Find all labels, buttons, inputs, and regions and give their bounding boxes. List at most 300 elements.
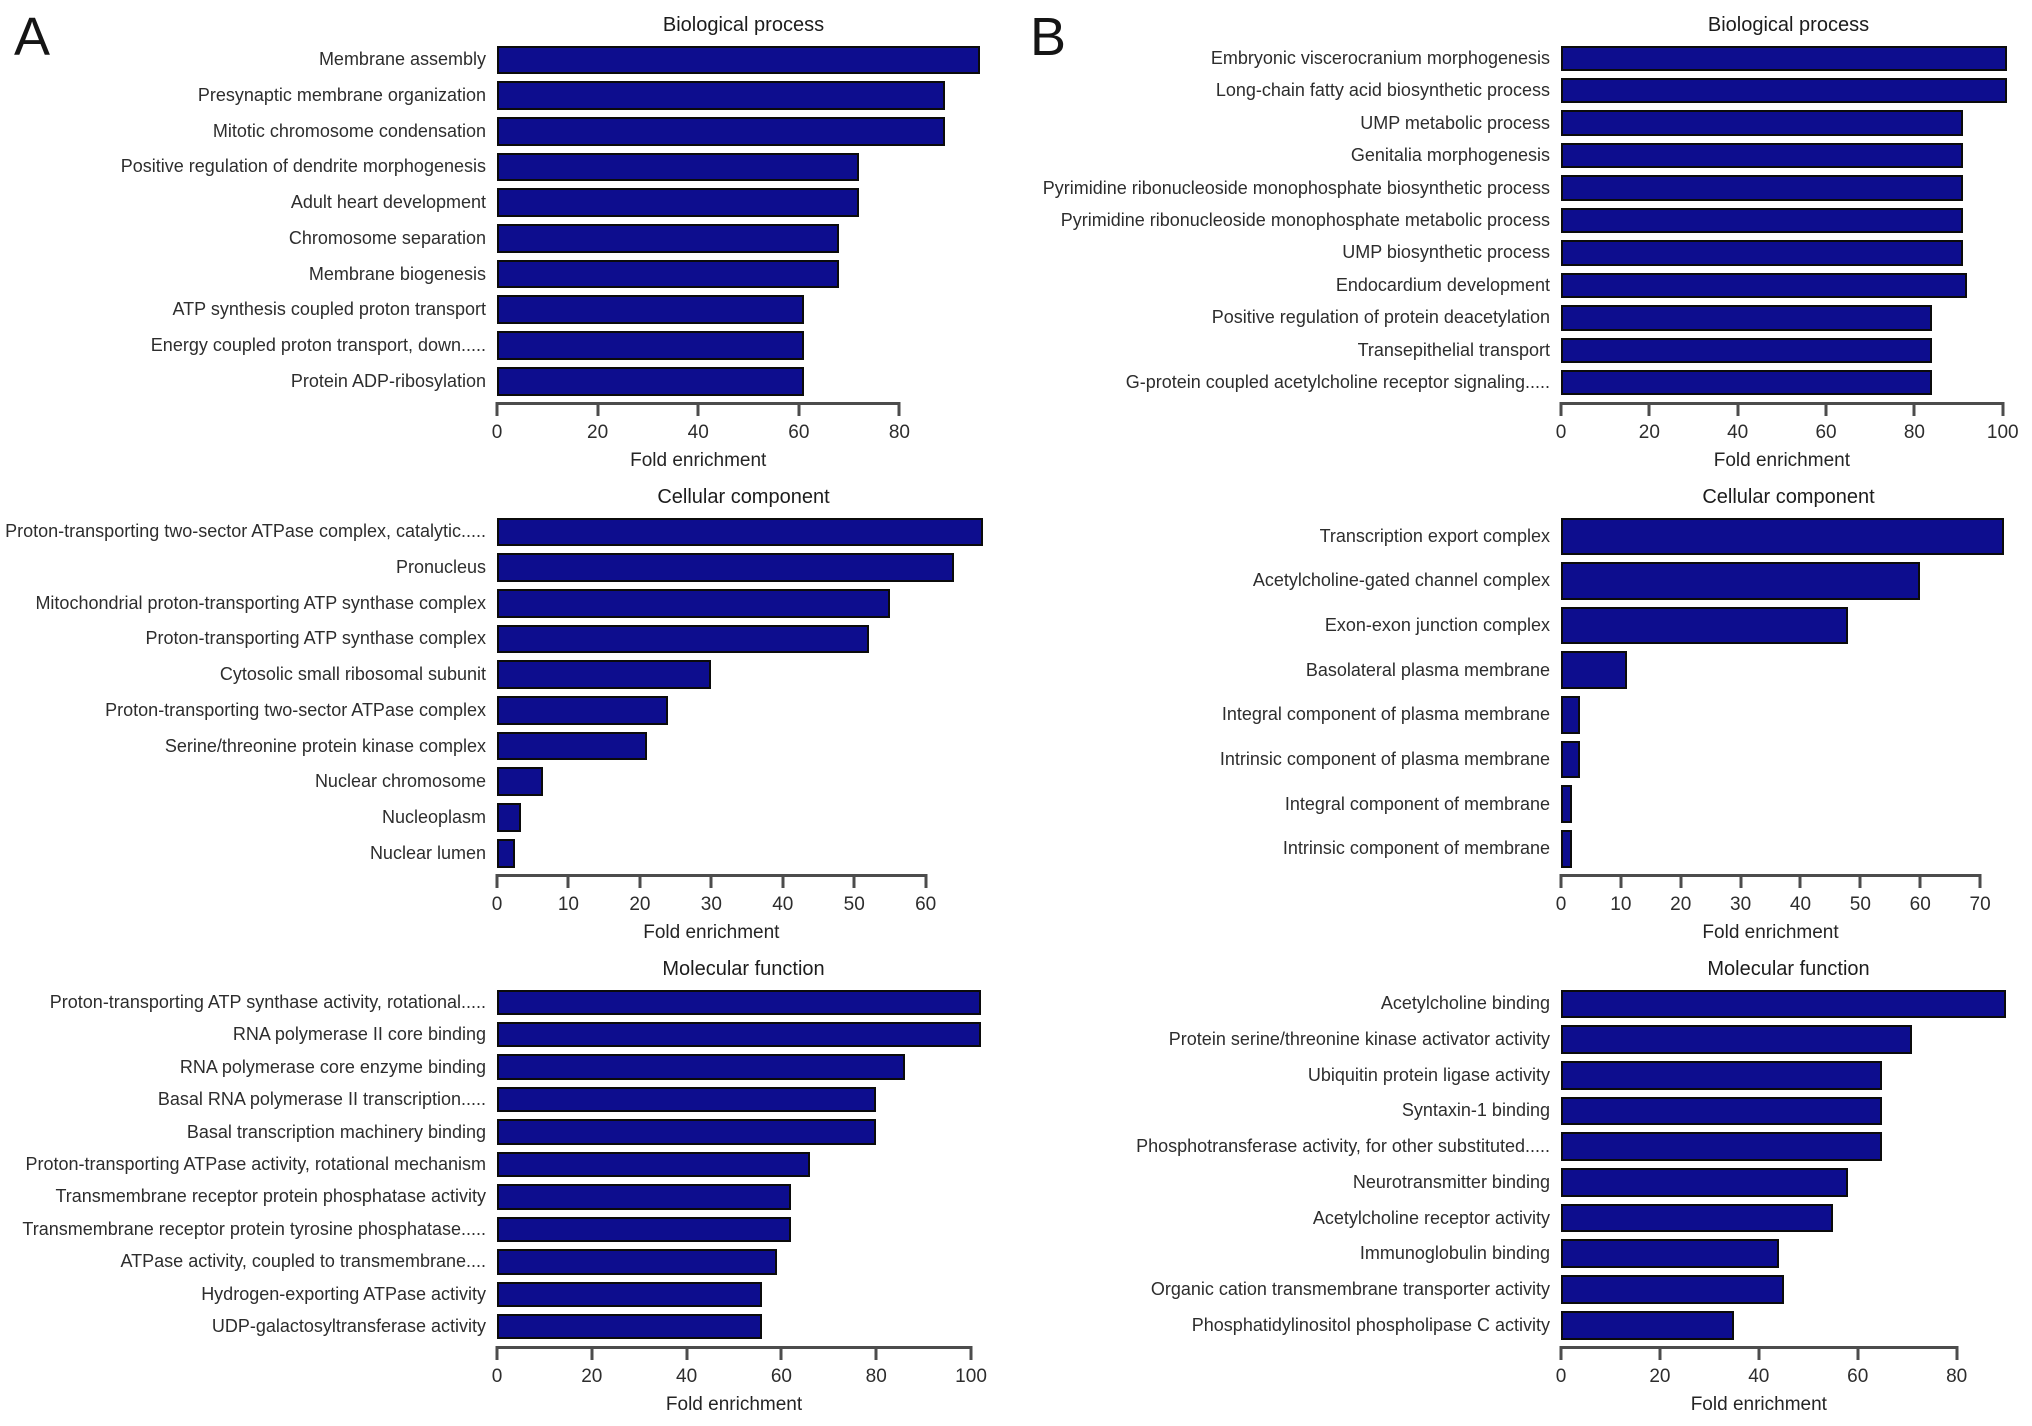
bar-track [1561,1093,2016,1129]
bar-row [0,1148,990,1180]
bar-label: Pronucleus [395,557,486,578]
bar-label: Integral component of membrane [1284,793,1550,814]
x-axis-title: Fold enrichment [1690,1394,1827,1415]
bar-row [0,113,990,149]
bar-row [1016,826,2016,871]
bar-label: Pyrimidine ribonucleoside monophosphate metabolic process [1060,209,1550,230]
x-axis-tick [1955,1346,1958,1360]
bar-row [1016,603,2016,648]
x-axis [1555,402,2019,478]
bar-track [1561,1307,2016,1343]
bar [1561,370,1932,395]
bar [1561,1275,1784,1304]
bar-row [0,292,990,328]
bar-label: Acetylcholine binding [1380,993,1550,1014]
bar-track [497,185,990,221]
bar-label: Nuclear chromosome [314,771,486,792]
bar-label: Energy coupled proton transport, down..... [150,334,486,355]
x-axis-title: Fold enrichment [1702,922,1839,943]
bar-track [1561,1165,2016,1201]
bar-track [497,800,990,836]
x-axis-tick [853,874,856,888]
chart-b-cellular-component [1016,478,2032,950]
x-axis-tick [496,874,499,888]
x-axis-tick [1799,874,1802,888]
bar-label: Acetylcholine receptor activity [1312,1207,1550,1228]
bar-row [0,550,990,586]
bar [497,990,981,1015]
bar-track [497,835,990,871]
bar-track [497,728,990,764]
bar-row [1016,1307,2016,1343]
bar [497,1022,981,1047]
bar-label: Hydrogen-exporting ATPase activity [201,1283,486,1304]
bar-label: Integral component of plasma membrane [1221,704,1550,725]
x-axis-title: Fold enrichment [1713,450,1850,471]
bar [1561,830,1572,868]
chart-title: Biological process [1707,14,1870,36]
bar [1561,562,1920,600]
panel-a-letter: A [14,7,51,67]
bar-track [497,1051,990,1083]
bar-row [1016,559,2016,604]
bar [497,1217,791,1242]
bar [1561,1025,1912,1054]
bar-track [1561,237,2016,269]
bar [497,1314,762,1339]
bar-track [1561,737,2016,782]
bar-track [497,621,990,657]
bar-label: Phosphotransferase activity, for other substituted..... [1136,1136,1550,1157]
bar-track [497,1311,990,1343]
bar-rows [1016,40,2016,402]
bar [1561,305,1932,330]
bar [497,367,804,396]
x-axis-tick [2001,402,2004,416]
bar [1561,1168,1848,1197]
x-axis-tick-label: 0 [491,422,503,443]
x-axis-tick-label: 100 [1986,422,2019,443]
bar-row [0,1311,990,1343]
chart-b-molecular-function [1016,950,2032,1422]
bar [497,1119,876,1144]
bar-label: Organic cation transmembrane transporter activity [1150,1278,1550,1299]
bar-row [0,728,990,764]
bar-row [1016,1236,2016,1272]
bar-track [1561,986,2016,1022]
chart-title: Biological process [662,14,825,36]
bar [1561,1061,1882,1090]
bar-label: ATPase activity, coupled to transmembrane.... [120,1251,486,1272]
bar-track [1561,1129,2016,1165]
chart-b-biological-process [1016,6,2032,478]
chart-a-molecular-function [0,950,1016,1422]
bar-label: Positive regulation of protein deacetylation [1211,307,1550,328]
bar-label: Positive regulation of dendrite morphogenesis [120,156,486,177]
bar-row [1016,1165,2016,1201]
bar-track [497,256,990,292]
bar [1561,741,1580,779]
x-axis-tick-label: 20 [1649,1366,1671,1387]
x-axis-tick-label: 80 [1903,422,1925,443]
bar-label: Embryonic viscerocranium morphogenesis [1210,47,1550,68]
x-axis-tick [1913,402,1916,416]
bar-label: Transmembrane receptor protein phosphatase activity [55,1186,486,1207]
bar [1561,1239,1779,1268]
panel-b-letter: B [1030,7,1067,67]
x-axis-tick-label: 60 [915,894,937,915]
x-axis-tick [1648,402,1651,416]
x-axis-tick-label: 60 [1847,1366,1869,1387]
x-axis-tick [1679,874,1682,888]
bar-track [1561,603,2016,648]
bar-row [0,78,990,114]
bar [497,553,954,582]
bar [1561,651,1627,689]
bar [497,767,543,796]
x-axis-tick [1560,874,1563,888]
bar [497,153,859,182]
x-axis-tick [780,1346,783,1360]
bar [497,1054,905,1079]
bar [497,660,711,689]
bar-track [1561,107,2016,139]
x-axis-title: Fold enrichment [665,1394,803,1415]
bar-label: Intrinsic component of plasma membrane [1219,748,1550,769]
bar-track [1561,1057,2016,1093]
bar-row [1016,514,2016,559]
bar-label: Basal RNA polymerase II transcription..... [157,1089,486,1110]
x-axis-tick [496,1346,499,1360]
bar-label: Ubiquitin protein ligase activity [1307,1064,1550,1085]
bar-track [1561,648,2016,693]
x-axis-tick-label: 70 [1969,894,1991,915]
chart-title: Cellular component [657,486,830,508]
x-axis-tick [1658,1346,1661,1360]
x-axis-tick [875,1346,878,1360]
bar-track [1561,514,2016,559]
bar-label: Neurotransmitter binding [1352,1171,1550,1192]
x-axis-tick [1739,874,1742,888]
bar-track [497,1148,990,1180]
bar [497,732,647,761]
x-axis-tick [1979,874,1982,888]
x-axis-tick [1757,1346,1760,1360]
bar [1561,518,2004,556]
bar [1561,273,1967,298]
bar [497,81,945,110]
x-axis-tick-label: 30 [700,894,722,915]
x-axis-tick-label: 40 [772,894,794,915]
bar-track [1561,693,2016,738]
x-axis-title: Fold enrichment [630,450,767,471]
x-axis-tick-label: 100 [955,1366,987,1387]
bar-label: G-protein coupled acetylcholine receptor signaling..... [1125,372,1550,393]
bar-track [497,42,990,78]
x-axis-tick [596,402,599,416]
bar [497,46,980,75]
x-axis-tick [797,402,800,416]
bar [497,295,804,324]
bar-row [0,256,990,292]
bar-row [0,657,990,693]
bar-label: UMP biosynthetic process [1342,242,1550,263]
bar-track [1561,204,2016,236]
bar-label: Membrane assembly [318,49,486,70]
x-axis-tick-label: 40 [1727,422,1749,443]
x-axis-tick-label: 20 [1638,422,1660,443]
bar-track [1561,1272,2016,1308]
bar [497,1184,791,1209]
bar-track [497,585,990,621]
bar [1561,990,2006,1019]
chart-title: Molecular function [662,958,825,980]
bar-row [1016,737,2016,782]
bar-row [1016,107,2016,139]
x-axis-tick [1560,1346,1563,1360]
bar [497,518,983,547]
bar-row [1016,42,2016,74]
bar [1561,78,2007,103]
bar [497,117,945,146]
x-axis-tick [1856,1346,1859,1360]
bar-track [497,113,990,149]
bar-row [0,621,990,657]
x-axis-tick [1825,402,1828,416]
bar-row [1016,1200,2016,1236]
bar-label: Proton-transporting ATP synthase activity, rotational..... [49,991,486,1012]
x-axis-tick [781,874,784,888]
bar-label: Proton-transporting ATPase activity, rotational mechanism [25,1153,486,1174]
bar-label: Long-chain fatty acid biosynthetic process [1215,80,1550,101]
bar-track [497,78,990,114]
bar-row [0,1051,990,1083]
x-axis-tick [685,1346,688,1360]
bar [497,260,839,289]
bar-row [1016,1129,2016,1165]
bar-rows [0,984,990,1346]
bar-label: Genitalia morphogenesis [1350,145,1550,166]
bar-label: Cytosolic small ribosomal subunit [219,664,486,685]
x-axis-tick-label: 0 [1555,1366,1567,1387]
x-axis-tick-label: 80 [865,1366,887,1387]
x-axis-tick-label: 60 [1909,894,1931,915]
bar [1561,175,1963,200]
bar-label: Immunoglobulin binding [1359,1243,1550,1264]
x-axis-tick-label: 0 [1555,422,1567,443]
bar-label: Mitochondrial proton-transporting ATP synthase complex [35,592,486,613]
x-axis-line [1561,402,2003,405]
bar-label: Transcription export complex [1319,525,1550,546]
x-axis-line [1561,874,1980,877]
chart-title: Cellular component [1702,486,1875,508]
x-axis-tick-label: 10 [1610,894,1632,915]
x-axis-tick-label: 80 [1946,1366,1968,1387]
bar-label: Acetylcholine-gated channel complex [1252,570,1550,591]
bar [497,803,521,832]
x-axis-tick-label: 30 [1730,894,1752,915]
bar-label: Transmembrane receptor protein tyrosine phosphatase..... [22,1218,486,1239]
x-axis [491,1346,990,1422]
x-axis-tick [638,874,641,888]
bar-row [0,221,990,257]
x-axis-line [497,1346,971,1349]
x-axis-tick-label: 0 [1555,894,1567,915]
bar-rows [1016,984,2016,1346]
bar-track [497,693,990,729]
bar-track [1561,334,2016,366]
x-axis-tick [898,402,901,416]
bar [1561,1311,1734,1340]
bar-row [0,42,990,78]
bar-track [1561,139,2016,171]
x-axis-tick [567,874,570,888]
bar-row [0,514,990,550]
bar-row [1016,367,2016,399]
chart-title: Molecular function [1707,958,1870,980]
bar-row [1016,204,2016,236]
bar [497,1087,876,1112]
x-axis-tick-label: 50 [1849,894,1871,915]
bar-row [1016,1022,2016,1058]
bar-label: Adult heart development [290,192,486,213]
bar-track [497,986,990,1018]
bar-row [0,149,990,185]
bar [1561,338,1932,363]
bar [1561,696,1580,734]
bar-label: Presynaptic membrane organization [197,85,486,106]
x-axis-tick [697,402,700,416]
bar [497,696,668,725]
x-axis-tick [710,874,713,888]
bar [497,839,515,868]
panel-b [1016,0,2032,1426]
bar-row [1016,269,2016,301]
bar [1561,607,1848,645]
bar-row [0,328,990,364]
bar [1561,240,1963,265]
bar-row [1016,1093,2016,1129]
bar-row [1016,986,2016,1022]
bar-track [1561,302,2016,334]
bar-row [1016,1057,2016,1093]
x-axis-tick-label: 0 [491,894,503,915]
x-axis-tick-label: 50 [843,894,865,915]
bar-label: Basolateral plasma membrane [1305,659,1550,680]
bar [497,1249,777,1274]
bar-track [497,657,990,693]
bar-label: Mitotic chromosome condensation [212,120,486,141]
x-axis-tick-label: 40 [687,422,709,443]
bar-row [0,585,990,621]
bar-track [497,149,990,185]
x-axis-tick-label: 20 [1670,894,1692,915]
bar-label: Membrane biogenesis [308,263,486,284]
bar-label: ATP synthesis coupled proton transport [172,299,486,320]
x-axis-tick [924,874,927,888]
x-axis [491,874,990,950]
bar-rows [0,40,990,402]
bar-track [497,1278,990,1310]
bar-track [1561,1022,2016,1058]
bar-track [497,550,990,586]
x-axis-tick [496,402,499,416]
bar-track [497,221,990,257]
bar-row [1016,74,2016,106]
bar-label: Serine/threonine protein kinase complex [164,735,486,756]
bar-track [1561,559,2016,604]
bar-label: UDP-galactosyltransferase activity [211,1316,486,1337]
bar [497,625,869,654]
bar-track [497,514,990,550]
bar [1561,1204,1833,1233]
bar-track [1561,74,2016,106]
bar-label: Protein serine/threonine kinase activator activity [1168,1029,1550,1050]
bar-track [497,328,990,364]
x-axis-tick [590,1346,593,1360]
bar-row [0,986,990,1018]
bar-track [497,1083,990,1115]
bar-label: Nucleoplasm [381,806,486,827]
bar [497,589,890,618]
bar-label: Proton-transporting two-sector ATPase complex, catalytic..... [5,521,486,542]
bar-label: RNA polymerase II core binding [232,1024,486,1045]
x-axis-tick-label: 60 [788,422,810,443]
x-axis-tick [1560,402,1563,416]
x-axis-tick [1736,402,1739,416]
bar [1561,785,1572,823]
bar-row [1016,237,2016,269]
x-axis-tick-label: 40 [1748,1366,1770,1387]
bar [497,224,839,253]
bar [1561,143,1963,168]
x-axis-tick [1619,874,1622,888]
bar-track [1561,1236,2016,1272]
bar-label: Phosphatidylinositol phospholipase C activity [1191,1314,1550,1335]
bar-row [0,764,990,800]
bar-row [1016,334,2016,366]
bar-row [1016,302,2016,334]
bar-label: Proton-transporting two-sector ATPase complex [105,699,486,720]
bar-track [497,1018,990,1050]
bar-track [497,1213,990,1245]
chart-a-cellular-component [0,478,1016,950]
x-axis-tick [1859,874,1862,888]
bar-label: Endocardium development [1335,274,1550,295]
bar-track [1561,1200,2016,1236]
bar [1561,46,2007,71]
bar-label: Chromosome separation [288,227,486,248]
bar-label: Proton-transporting ATP synthase complex [145,628,486,649]
bar-row [0,1083,990,1115]
bar-row [0,800,990,836]
bar-track [497,1116,990,1148]
x-axis [1555,874,2016,950]
x-axis-tick-label: 10 [557,894,580,915]
x-axis [1555,1346,2016,1422]
bar-row [0,1213,990,1245]
x-axis-tick-label: 60 [770,1366,792,1387]
chart-a-biological-process [0,6,1016,478]
bar-row [0,1181,990,1213]
bar-row [1016,1272,2016,1308]
x-axis-tick-label: 40 [676,1366,698,1387]
bar-label: Exon-exon junction complex [1324,615,1550,636]
bar-row [0,835,990,871]
x-axis-tick-label: 20 [581,1366,603,1387]
x-axis-tick-label: 40 [1789,894,1812,915]
bar [497,1282,762,1307]
